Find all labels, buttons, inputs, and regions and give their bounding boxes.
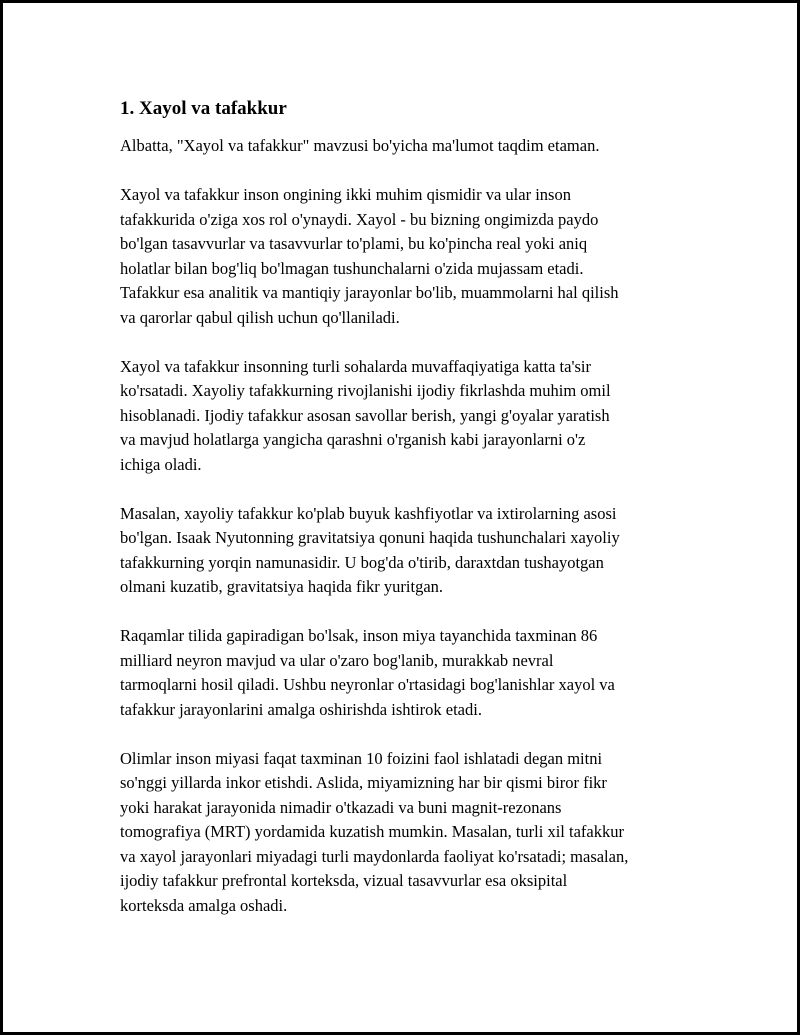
paragraph-line: tarmoqlarni hosil qiladi. Ushbu neyronlar o'rtasidagi bog'lanishlar xayol va: [120, 675, 615, 694]
paragraph-line: ko'rsatadi. Xayoliy tafakkurning rivojlanishi ijodiy fikrlashda muhim omil: [120, 381, 611, 400]
paragraph-intro: [120, 134, 700, 159]
paragraph-line: tafakkur jarayonlarini amalga oshirishda ishtirok etadi.: [120, 699, 482, 719]
paragraph-influence: [120, 355, 700, 478]
paragraph-numbers: [120, 624, 700, 722]
paragraph-line: Albatta, "Xayol va tafakkur" mavzusi bo'yicha ma'lumot taqdim etaman.: [120, 136, 600, 155]
page-title: 1. Xayol va tafakkur: [120, 98, 287, 119]
paragraph-line: va mavjud holatlarga yangicha qarashni o'rganish kabi jarayonlarni o'z: [120, 430, 586, 449]
paragraph-line: Xayol va tafakkur inson ongining ikki muhim qismidir va ular inson: [120, 185, 571, 204]
paragraph-line: va xayol jarayonlari miyadagi turli maydonlarda faoliyat ko'rsatadi; masalan,: [120, 846, 629, 866]
document-content: [120, 97, 700, 943]
paragraph-line: bo'lgan. Isaak Nyutonning gravitatsiya qonuni haqida tushunchalari xayoliy: [120, 528, 620, 547]
paragraph-line: milliard neyron mavjud va ular o'zaro bog'lanib, murakkab nevral: [120, 650, 554, 670]
paragraph-myth: [120, 747, 700, 919]
paragraph-line: Xayol va tafakkur insonning turli sohalarda muvaffaqiyatiga katta ta'sir: [120, 356, 591, 376]
paragraph-line: olmani kuzatib, gravitatsiya haqida fikr yuritgan.: [120, 577, 444, 596]
paragraph-line: Raqamlar tilida gapiradigan bo'lsak, inson miya tayanchida taxminan 86: [120, 626, 598, 645]
paragraph-line: hisoblanadi. Ijodiy tafakkur asosan savollar berish, yangi g'oyalar yaratish: [120, 405, 610, 425]
paragraph-line: tomografiya (MRT) yordamida kuzatish mumkin. Masalan, turli xil tafakkur: [120, 822, 624, 841]
paragraph-line: Olimlar inson miyasi faqat taxminan 10 foizini faol ishlatadi degan mitni: [120, 748, 603, 768]
paragraph-line: Masalan, xayoliy tafakkur ko'plab buyuk kashfiyotlar va ixtirolarning asosi: [120, 503, 617, 523]
paragraph-line: so'nggi yillarda inkor etishdi. Aslida, miyamizning har bir qismi biror fikr: [120, 773, 607, 792]
paragraph-line: va qarorlar qabul qilish uchun qo'llaniladi.: [120, 307, 400, 327]
paragraph-example: [120, 502, 700, 600]
paragraph-line: Tafakkur esa analitik va mantiqiy jarayonlar bo'lib, muammolarni hal qilish: [120, 283, 619, 302]
paragraph-definition: [120, 183, 700, 330]
paragraph-line: yoki harakat jarayonida nimadir o'tkazadi va buni magnit-rezonans: [120, 797, 562, 817]
paragraph-line: ichiga oladi.: [120, 454, 202, 474]
paragraph-line: bo'lgan tasavvurlar va tasavvurlar to'plami, bu ko'pincha real yoki aniq: [120, 234, 588, 253]
paragraph-line: korteksda amalga oshadi.: [120, 895, 288, 915]
paragraph-line: tafakkurning yorqin namunasidir. U bog'da o'tirib, daraxtdan tushayotgan: [120, 552, 604, 572]
paragraph-line: ijodiy tafakkur prefrontal korteksda, vizual tasavvurlar esa oksipital: [120, 871, 568, 890]
paragraph-line: tafakkurida o'ziga xos rol o'ynaydi. Xayol - bu bizning ongimizda paydo: [120, 209, 599, 229]
paragraph-line: holatlar bilan bog'liq bo'lmagan tushunchalarni o'zida mujassam etadi.: [120, 258, 584, 278]
